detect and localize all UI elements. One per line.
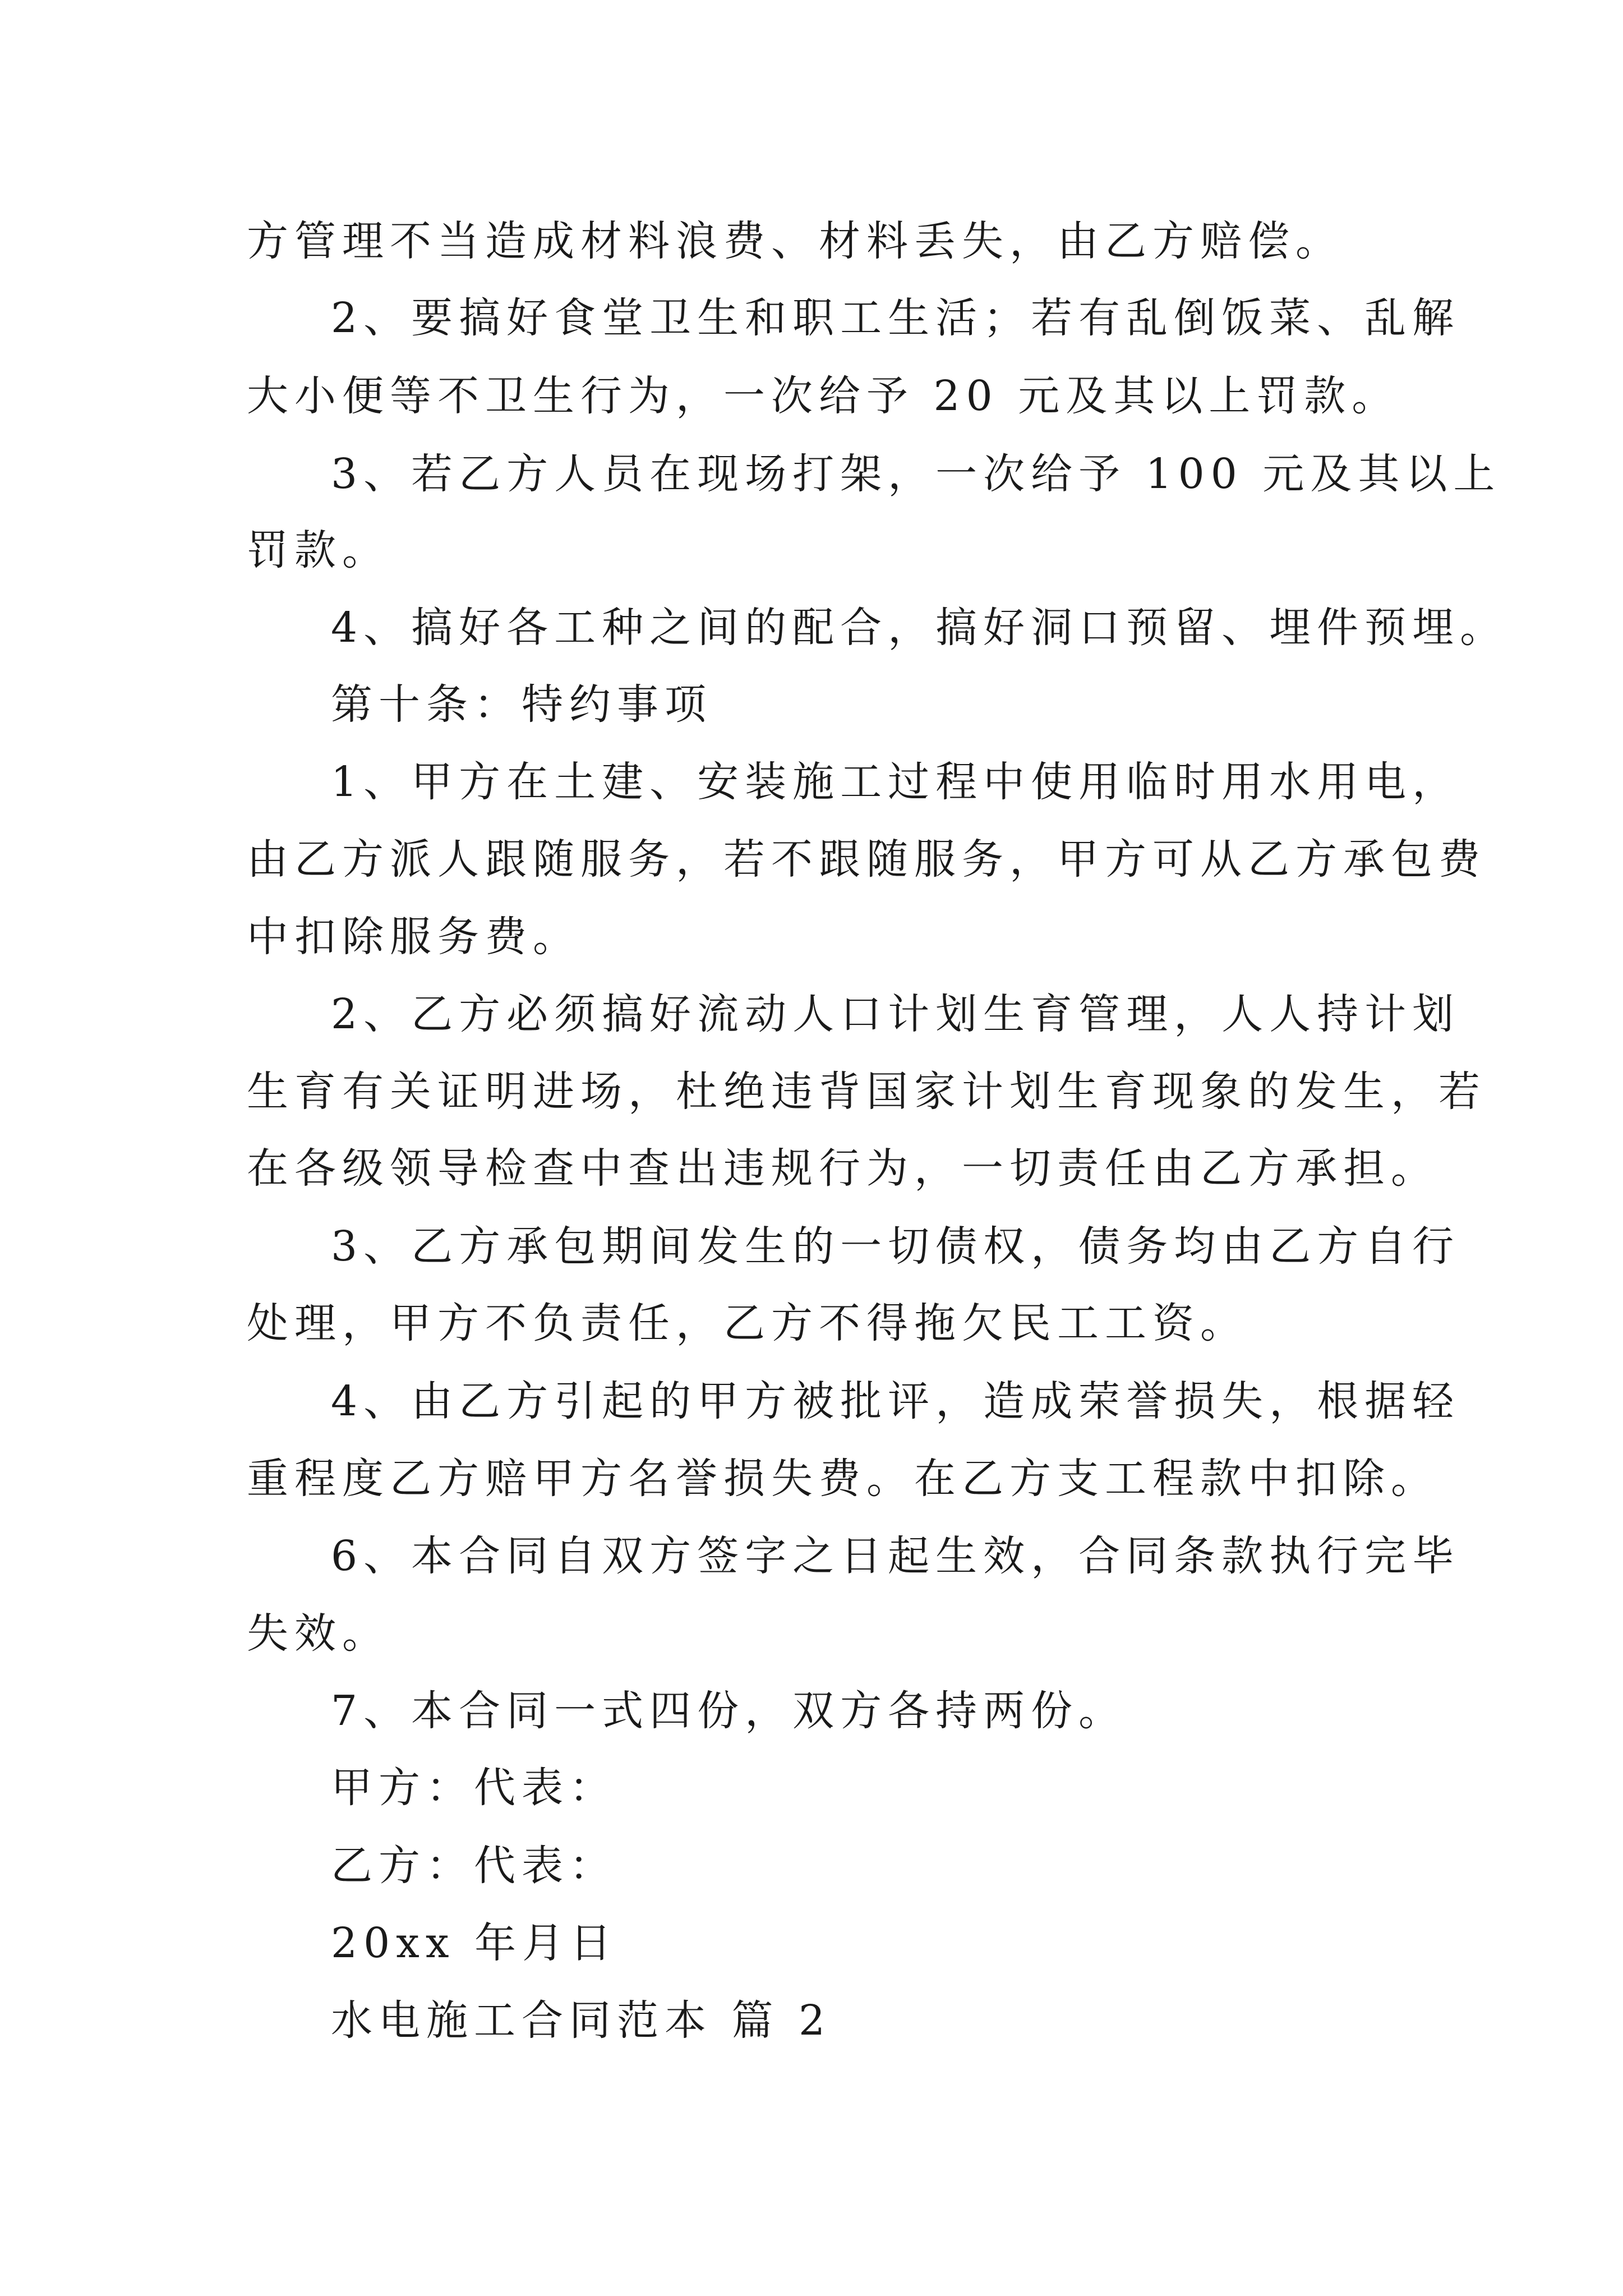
text-line-12: 生育有关证明进场，杜绝违背国家计划生育现象的发生，若 (247, 1068, 1486, 1116)
text-line-14: 3、乙方承包期间发生的一切债权，债务均由乙方自行 (331, 1222, 1460, 1271)
text-line-5: 罚款。 (247, 526, 390, 574)
party-a-signature-line: 甲方：代表： (331, 1764, 617, 1812)
text-line-11: 2、乙方必须搞好流动人口计划生育管理，人人持计划 (331, 990, 1460, 1038)
text-line-6: 4、搞好各工种之间的配合，搞好洞口预留、埋件预埋。 (331, 604, 1508, 652)
text-line-3: 大小便等不卫生行为，一次给予 20 元及其以上罚款。 (247, 372, 1400, 420)
text-line-18: 6、本合同自双方签字之日起生效，合同条款执行完毕 (331, 1532, 1460, 1580)
text-line-10: 中扣除服务费。 (247, 913, 580, 961)
text-line-1: 方管理不当造成材料浪费、材料丢失，由乙方赔偿。 (247, 217, 1343, 265)
text-line-13: 在各级领导检查中查出违规行为，一切责任由乙方承担。 (247, 1144, 1438, 1193)
text-line-4: 3、若乙方人员在现场打架，一次给予 100 元及其以上 (331, 450, 1501, 498)
text-line-16: 4、由乙方引起的甲方被批评，造成荣誉损失，根据轻 (331, 1377, 1460, 1425)
section-heading: 第十条：特约事项 (331, 680, 712, 729)
date-line: 20xx 年月日 (331, 1919, 618, 1967)
text-line-9: 由乙方派人跟随服务，若不跟随服务，甲方可从乙方承包费 (247, 835, 1486, 884)
text-line-20: 7、本合同一式四份，双方各持两份。 (331, 1687, 1127, 1735)
text-line-19: 失效。 (247, 1609, 390, 1658)
text-line-8: 1、甲方在土建、安装施工过程中使用临时用水用电， (331, 758, 1460, 806)
text-line-2: 2、要搞好食堂卫生和职工生活；若有乱倒饭菜、乱解 (331, 294, 1460, 342)
text-line-15: 处理，甲方不负责任，乙方不得拖欠民工工资。 (247, 1299, 1248, 1347)
next-section-title: 水电施工合同范本 篇 2 (331, 1996, 832, 2045)
party-b-signature-line: 乙方：代表： (331, 1842, 617, 1890)
text-line-17: 重程度乙方赔甲方名誉损失费。在乙方支工程款中扣除。 (247, 1455, 1438, 1503)
